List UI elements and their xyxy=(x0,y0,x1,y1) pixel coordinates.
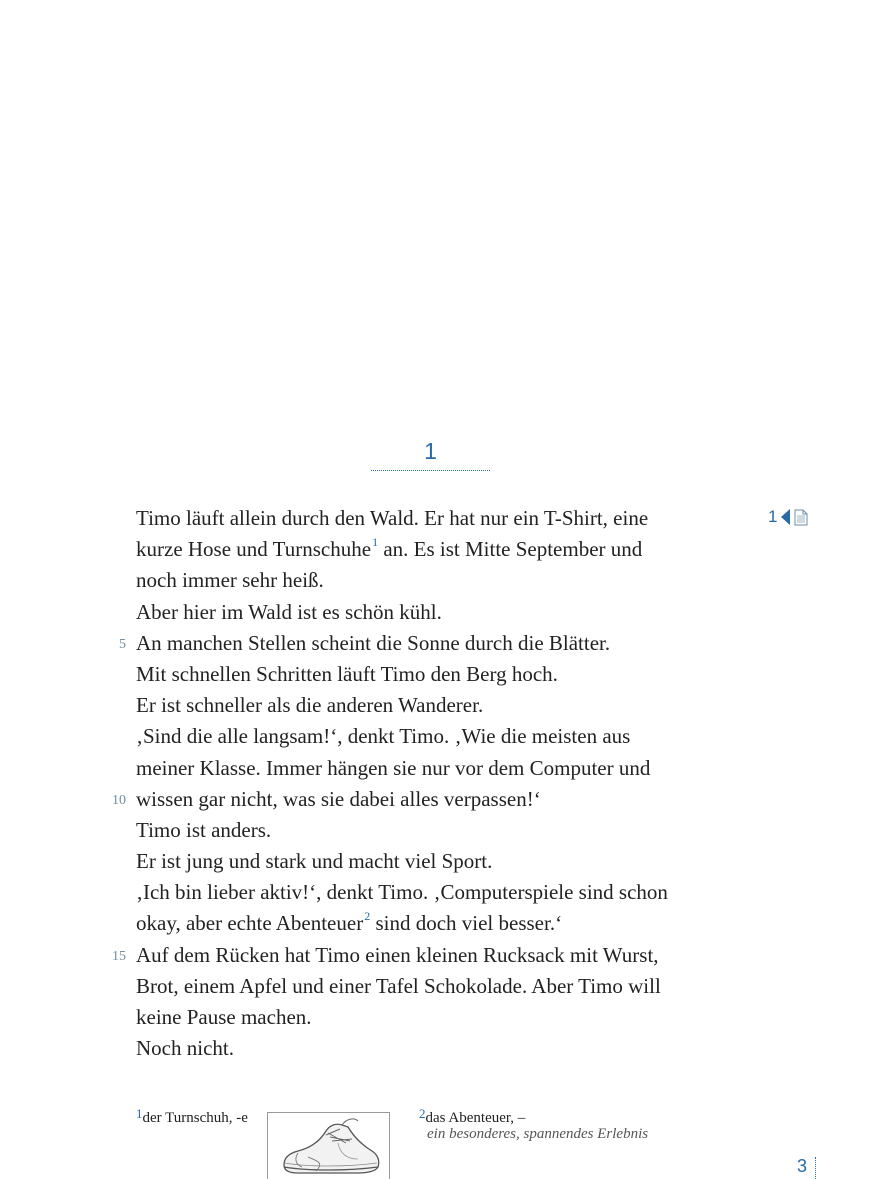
text-line xyxy=(136,534,736,565)
text-line xyxy=(136,971,736,1002)
footnote-2-marker: 2 xyxy=(419,1106,426,1121)
text-segment: Noch nicht. xyxy=(136,1036,234,1061)
text-segment: keine Pause machen. xyxy=(136,1005,312,1029)
text-line xyxy=(136,1033,736,1064)
text-line xyxy=(136,846,736,877)
footnote-2 xyxy=(419,1106,649,1143)
footnote-1-marker: 1 xyxy=(136,1106,143,1121)
text-line xyxy=(136,690,736,721)
audio-track-marker[interactable] xyxy=(768,506,808,528)
line-number: 15 xyxy=(112,948,126,964)
sneaker-icon xyxy=(268,1113,390,1179)
text-line xyxy=(136,565,736,596)
text-line xyxy=(119,628,736,659)
footnote-2-term: das Abenteuer, – xyxy=(425,1110,526,1126)
document-icon[interactable] xyxy=(794,509,808,526)
text-line xyxy=(136,503,736,534)
text-line xyxy=(136,597,736,628)
text-segment: An manchen Stellen scheint die Sonne durch die Blätter. xyxy=(136,630,611,655)
text-line xyxy=(136,908,736,939)
text-line xyxy=(136,753,736,784)
text-segment: sind doch viel besser.‘ xyxy=(370,911,563,936)
text-segment: ‚Sind die alle langsam!‘, denkt Timo. ‚Wie die meisten aus xyxy=(136,724,631,749)
text-line xyxy=(136,877,736,908)
footnote-1-term: der Turnschuh, -e xyxy=(142,1110,248,1126)
text-line xyxy=(136,721,736,752)
text-line xyxy=(136,815,736,846)
text-segment: Er ist schneller als die anderen Wanderer. xyxy=(136,693,484,718)
text-segment: okay, aber echte Abenteuer xyxy=(136,911,364,936)
text-segment: wissen gar nicht, was sie dabei alles verpassen!‘ xyxy=(136,786,541,811)
page-number-rule xyxy=(815,1157,816,1179)
text-segment: ‚Ich bin lieber aktiv!‘, denkt Timo. ‚Computerspiele sind schon xyxy=(136,880,668,905)
text-line xyxy=(136,659,736,690)
line-number: 10 xyxy=(112,792,126,808)
footnote-reference[interactable]: 1 xyxy=(372,535,379,550)
text-segment: an. Es ist Mitte September und xyxy=(378,537,643,562)
text-segment: noch immer sehr heiß. xyxy=(136,568,324,593)
text-line xyxy=(112,940,736,971)
text-segment: Er ist jung und stark und macht viel Sport. xyxy=(136,849,493,874)
line-number: 5 xyxy=(119,636,126,652)
text-segment: Aber hier im Wald ist es schön kühl. xyxy=(136,599,442,624)
text-segment: Mit schnellen Schritten läuft Timo den Berg hoch. xyxy=(136,661,558,686)
text-segment: meiner Klasse. Immer hängen sie nur vor dem Computer und xyxy=(136,755,651,780)
footnote-reference[interactable]: 2 xyxy=(364,909,371,924)
footnote-1 xyxy=(136,1106,248,1127)
page-number: 3 xyxy=(797,1156,808,1176)
text-segment: Auf dem Rücken hat Timo einen kleinen Rucksack mit Wurst, xyxy=(136,942,659,967)
footnote-2-explanation: ein besonderes, spannendes Erlebnis xyxy=(427,1126,649,1142)
text-line xyxy=(136,1002,736,1033)
story-text xyxy=(112,503,736,1064)
chapter-underline xyxy=(371,470,490,471)
sneaker-illustration xyxy=(267,1112,390,1179)
chapter-number: 1 xyxy=(424,438,437,464)
text-segment: kurze Hose und Turnschuhe xyxy=(136,537,372,562)
audio-track-number: 1 xyxy=(768,507,778,526)
text-line xyxy=(112,784,736,815)
play-triangle-icon[interactable] xyxy=(781,509,790,525)
text-segment: Brot, einem Apfel und einer Tafel Schokolade. Aber Timo will xyxy=(136,973,661,998)
text-segment: Timo läuft allein durch den Wald. Er hat nur ein T-Shirt, eine xyxy=(136,506,649,530)
text-segment: Timo ist anders. xyxy=(136,817,272,842)
